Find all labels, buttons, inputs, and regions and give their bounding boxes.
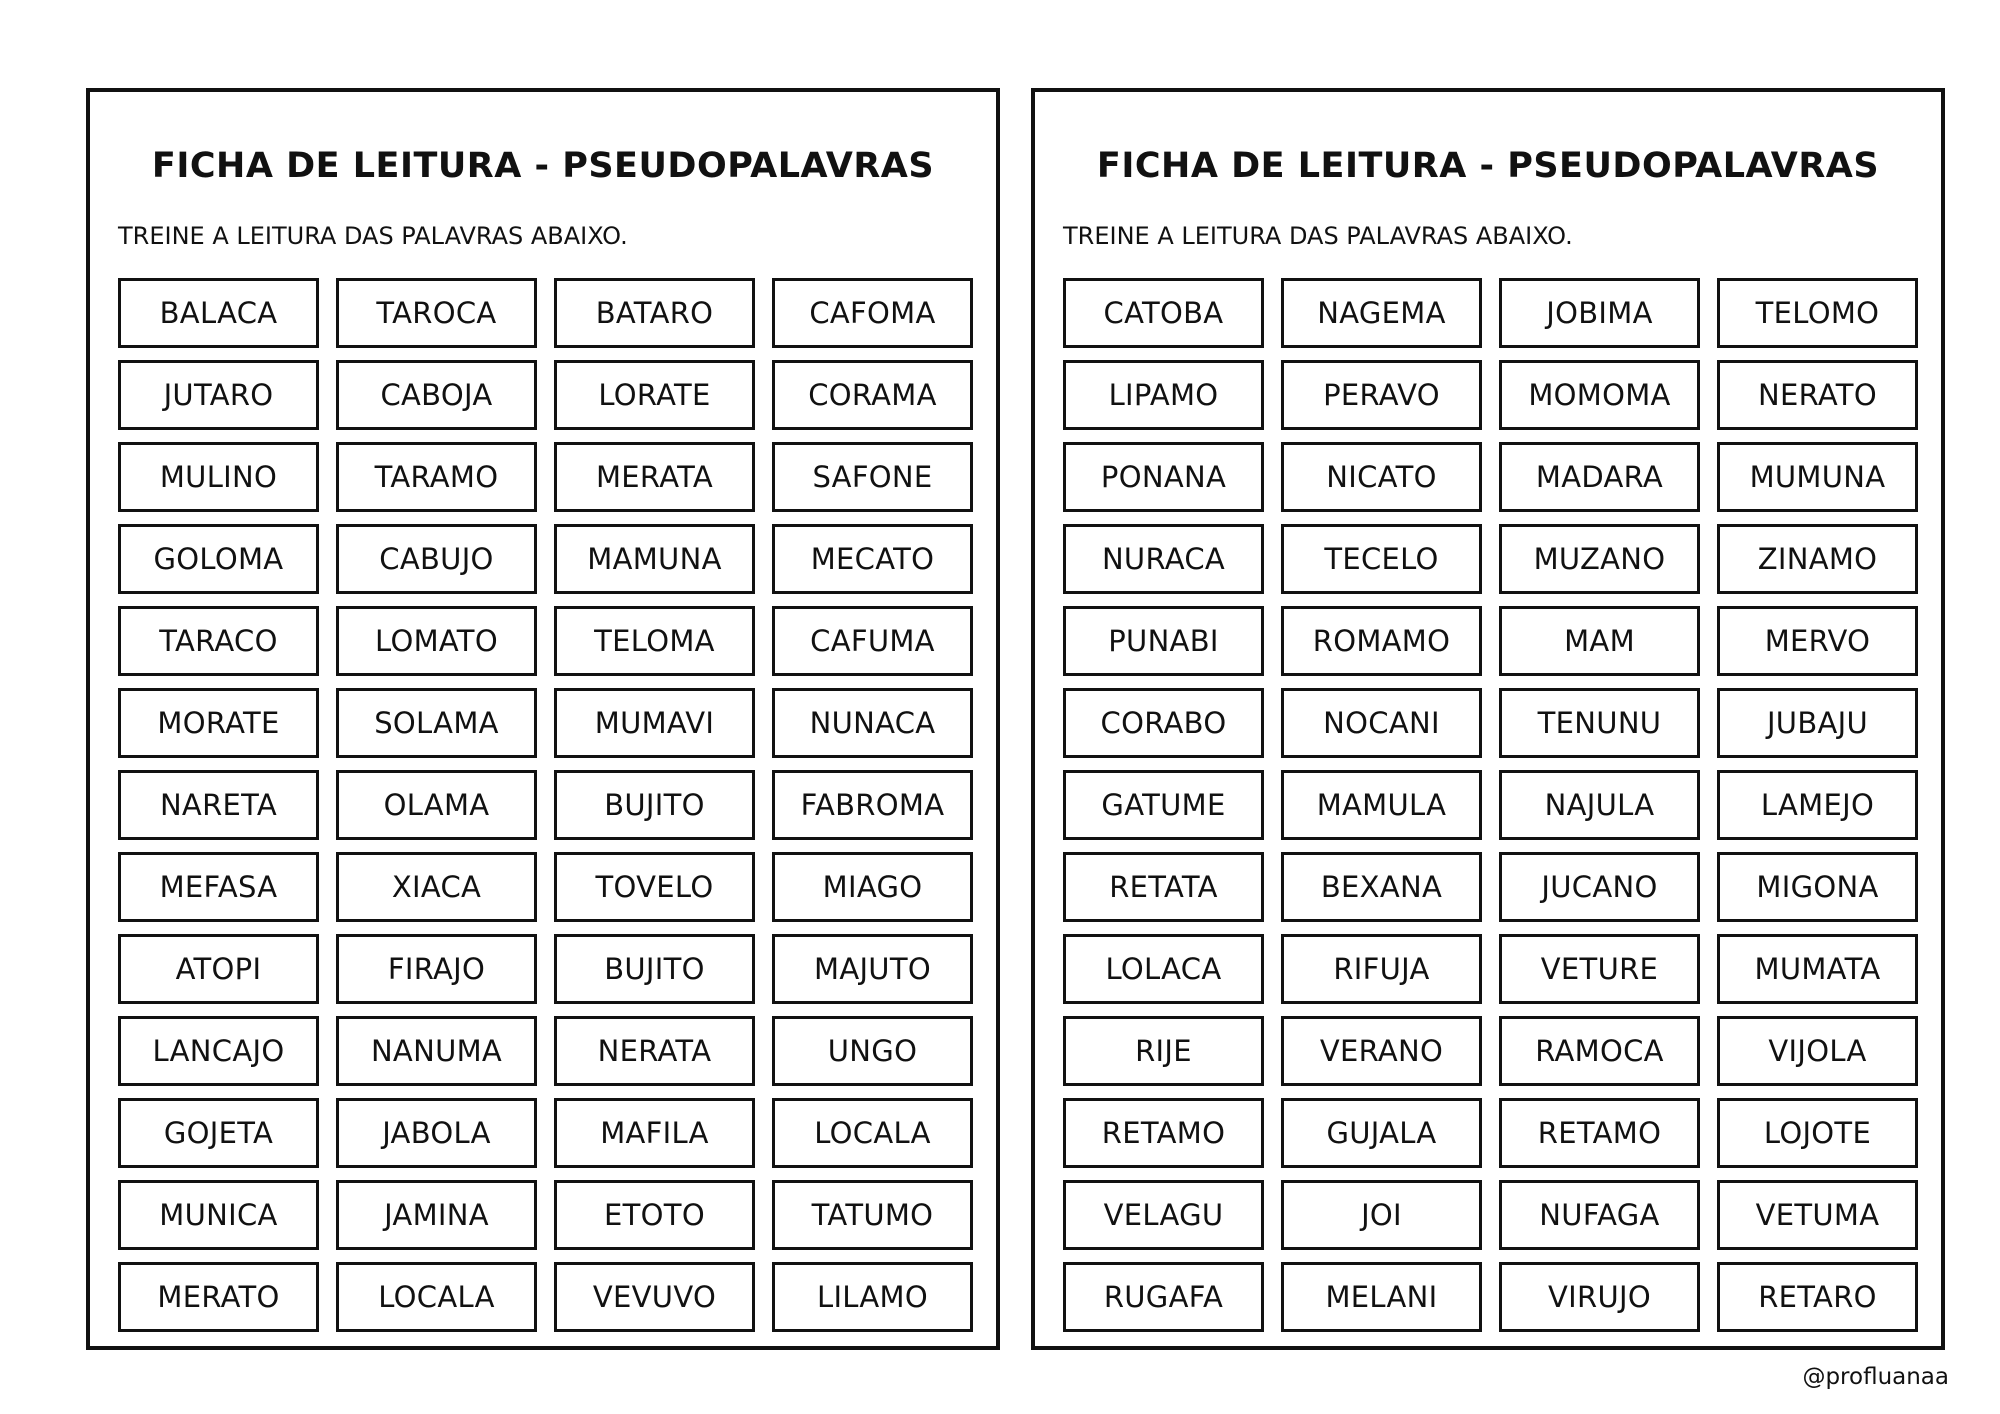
word-box: LOCALA (772, 1098, 973, 1168)
word-box: MERATA (554, 442, 755, 512)
word-box: JUBAJU (1717, 688, 1918, 758)
word-box: NERATA (554, 1016, 755, 1086)
word-box: VERANO (1281, 1016, 1482, 1086)
word-box: PONANA (1063, 442, 1264, 512)
word-box: RETATA (1063, 852, 1264, 922)
word-grid (118, 278, 973, 1332)
word-box: MAJUTO (772, 934, 973, 1004)
word-box: ETOTO (554, 1180, 755, 1250)
sheet-title: FICHA DE LEITURA - PSEUDOPALAVRAS (1096, 146, 1880, 186)
word-box: ROMAMO (1281, 606, 1482, 676)
word-box: JUCANO (1499, 852, 1700, 922)
word-box: PERAVO (1281, 360, 1482, 430)
word-box: BUJITO (554, 770, 755, 840)
word-box: CATOBA (1063, 278, 1264, 348)
word-box: MECATO (772, 524, 973, 594)
word-box: GATUME (1063, 770, 1264, 840)
word-box: MELANI (1281, 1262, 1482, 1332)
word-box: VETURE (1499, 934, 1700, 1004)
word-box: LAMEJO (1717, 770, 1918, 840)
word-box: MERATO (118, 1262, 319, 1332)
word-box: CORAMA (772, 360, 973, 430)
word-box: FIRAJO (336, 934, 537, 1004)
word-box: XIACA (336, 852, 537, 922)
word-box: MAM (1499, 606, 1700, 676)
word-box: NICATO (1281, 442, 1482, 512)
word-box: LANCAJO (118, 1016, 319, 1086)
word-box: LORATE (554, 360, 755, 430)
word-box: UNGO (772, 1016, 973, 1086)
word-box: TAROCA (336, 278, 537, 348)
word-box: TARACO (118, 606, 319, 676)
word-box: MAMUNA (554, 524, 755, 594)
word-box: LOLACA (1063, 934, 1264, 1004)
word-box: CABOJA (336, 360, 537, 430)
word-box: MORATE (118, 688, 319, 758)
word-box: VIJOLA (1717, 1016, 1918, 1086)
word-box: TOVELO (554, 852, 755, 922)
word-box: TECELO (1281, 524, 1482, 594)
word-box: JOI (1281, 1180, 1482, 1250)
word-box: BUJITO (554, 934, 755, 1004)
word-box: MAMULA (1281, 770, 1482, 840)
word-box: MIAGO (772, 852, 973, 922)
word-box: NUFAGA (1499, 1180, 1700, 1250)
word-box: NARETA (118, 770, 319, 840)
word-box: LOJOTE (1717, 1098, 1918, 1168)
word-box: RETAMO (1499, 1098, 1700, 1168)
word-box: MAFILA (554, 1098, 755, 1168)
word-box: SAFONE (772, 442, 973, 512)
word-box: NURACA (1063, 524, 1264, 594)
word-box: VIRUJO (1499, 1262, 1700, 1332)
word-box: MULINO (118, 442, 319, 512)
reading-sheet-right (1031, 88, 1945, 1350)
word-box: TARAMO (336, 442, 537, 512)
word-box: OLAMA (336, 770, 537, 840)
word-box: VETUMA (1717, 1180, 1918, 1250)
word-box: NAGEMA (1281, 278, 1482, 348)
word-box: SOLAMA (336, 688, 537, 758)
word-box: MUMATA (1717, 934, 1918, 1004)
word-box: VEVUVO (554, 1262, 755, 1332)
word-box: MUMUNA (1717, 442, 1918, 512)
word-box: NAJULA (1499, 770, 1700, 840)
word-box: NUNACA (772, 688, 973, 758)
word-box: JOBIMA (1499, 278, 1700, 348)
sheet-instruction: TREINE A LEITURA DAS PALAVRAS ABAIXO. (118, 222, 628, 250)
word-box: LOMATO (336, 606, 537, 676)
word-grid (1063, 278, 1918, 1332)
word-box: JAMINA (336, 1180, 537, 1250)
word-box: MIGONA (1717, 852, 1918, 922)
word-box: MERVO (1717, 606, 1918, 676)
word-box: JUTARO (118, 360, 319, 430)
word-box: ATOPI (118, 934, 319, 1004)
word-box: GOJETA (118, 1098, 319, 1168)
word-box: JABOLA (336, 1098, 537, 1168)
word-box: BEXANA (1281, 852, 1482, 922)
word-box: GUJALA (1281, 1098, 1482, 1168)
word-box: LIPAMO (1063, 360, 1264, 430)
word-box: RIFUJA (1281, 934, 1482, 1004)
word-box: CAFOMA (772, 278, 973, 348)
word-box: ZINAMO (1717, 524, 1918, 594)
word-box: VELAGU (1063, 1180, 1264, 1250)
word-box: RETARO (1717, 1262, 1918, 1332)
word-box: LILAMO (772, 1262, 973, 1332)
word-box: PUNABI (1063, 606, 1264, 676)
word-box: RAMOCA (1499, 1016, 1700, 1086)
sheet-title: FICHA DE LEITURA - PSEUDOPALAVRAS (151, 146, 935, 186)
word-box: TATUMO (772, 1180, 973, 1250)
word-box: LOCALA (336, 1262, 537, 1332)
word-box: BATARO (554, 278, 755, 348)
word-box: MUZANO (1499, 524, 1700, 594)
word-box: RUGAFA (1063, 1262, 1264, 1332)
word-box: TELOMA (554, 606, 755, 676)
word-box: MOMOMA (1499, 360, 1700, 430)
word-box: TELOMO (1717, 278, 1918, 348)
reading-sheet-left (86, 88, 1000, 1350)
word-box: NANUMA (336, 1016, 537, 1086)
word-box: NOCANI (1281, 688, 1482, 758)
word-box: RIJE (1063, 1016, 1264, 1086)
word-box: NERATO (1717, 360, 1918, 430)
sheet-instruction: TREINE A LEITURA DAS PALAVRAS ABAIXO. (1063, 222, 1573, 250)
author-credit: @profluanaa (1802, 1364, 1949, 1390)
word-box: MEFASA (118, 852, 319, 922)
word-box: CABUJO (336, 524, 537, 594)
word-box: MUNICA (118, 1180, 319, 1250)
word-box: BALACA (118, 278, 319, 348)
word-box: TENUNU (1499, 688, 1700, 758)
word-box: RETAMO (1063, 1098, 1264, 1168)
word-box: CORABO (1063, 688, 1264, 758)
word-box: MADARA (1499, 442, 1700, 512)
word-box: GOLOMA (118, 524, 319, 594)
word-box: CAFUMA (772, 606, 973, 676)
word-box: MUMAVI (554, 688, 755, 758)
word-box: FABROMA (772, 770, 973, 840)
